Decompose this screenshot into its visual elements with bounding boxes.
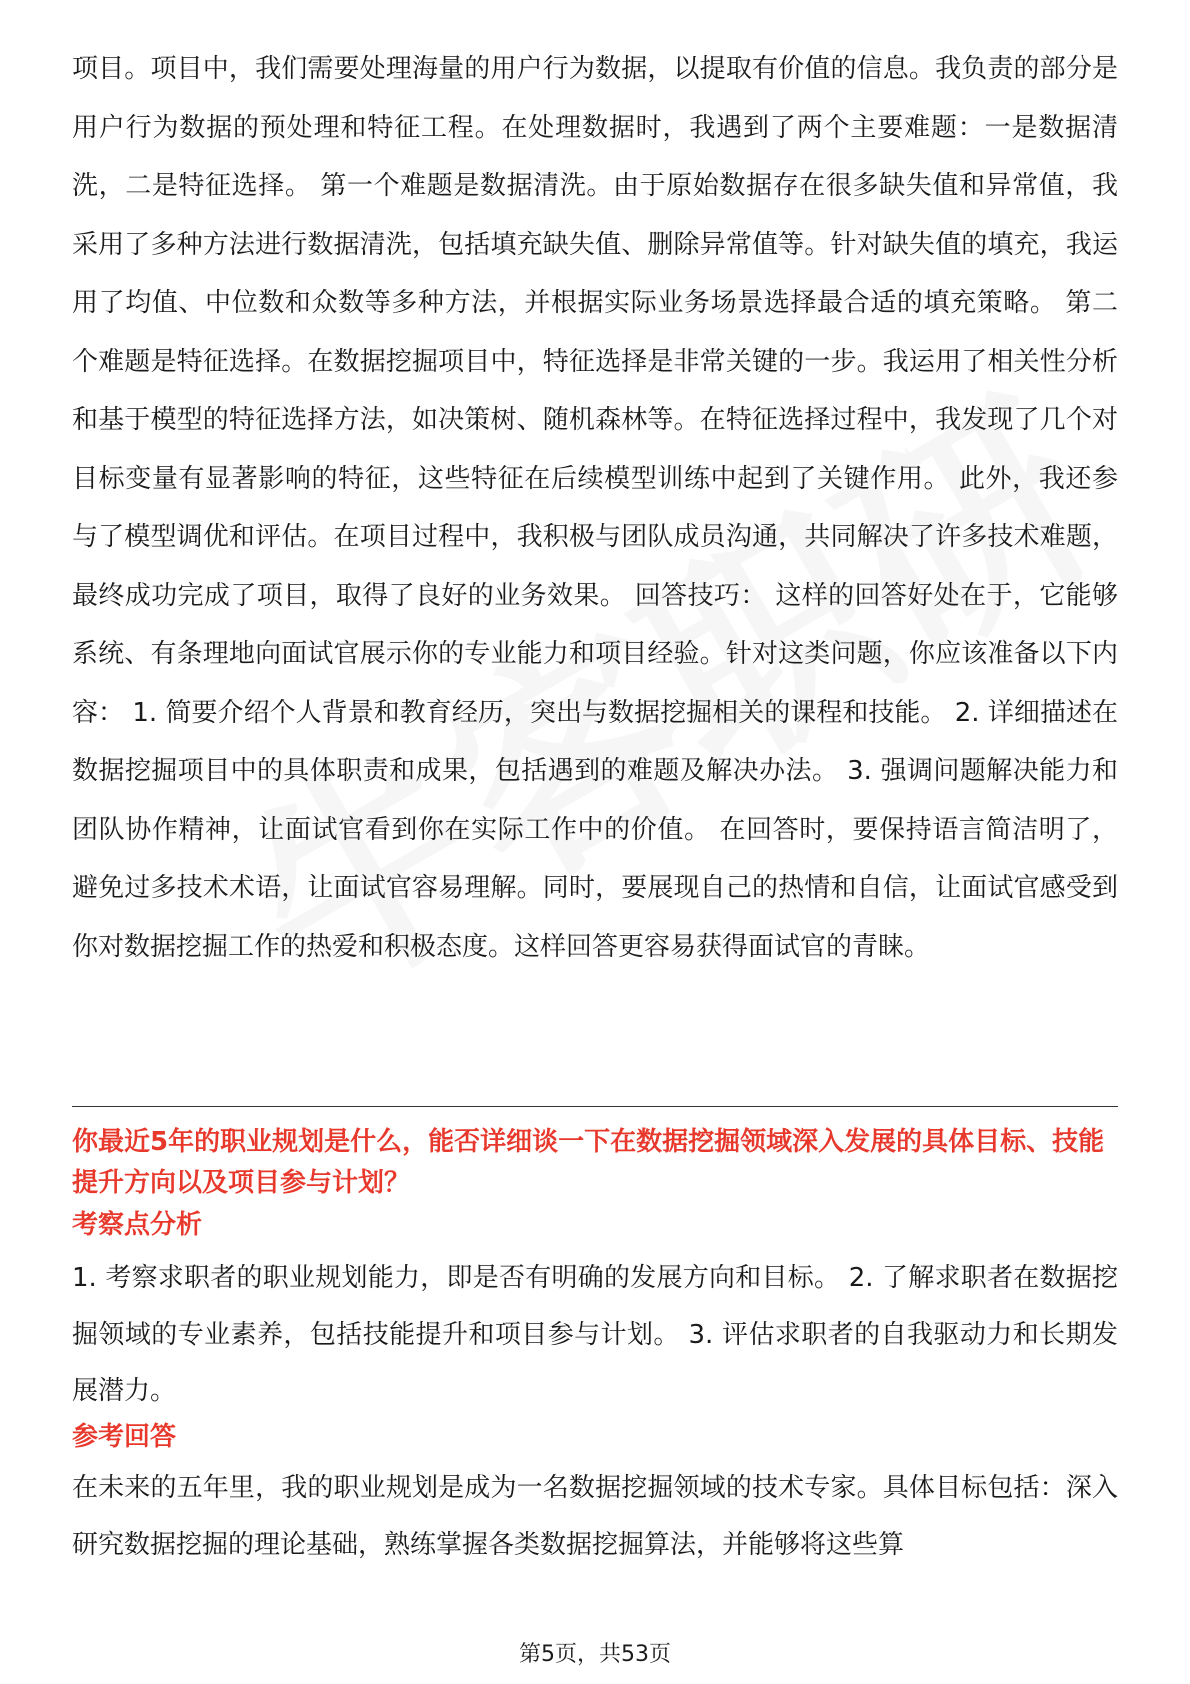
- section-divider: [72, 1106, 1118, 1107]
- continued-answer: [72, 40, 1118, 976]
- question-title: 你最近5年的职业规划是什么，能否详细谈一下在数据挖掘领域深入发展的具体目标、技能提升方向以及项目参与计划？: [72, 1127, 1105, 1198]
- analysis-text: 1. 考察求职者的职业规划能力，即是否有明确的发展方向和目标。 2. 了解求职者在数据挖掘领域的专业素养，包括技能提升和项目参与计划。 3. 评估求职者的自我驱动力和长期发展潜力。: [72, 1263, 1118, 1406]
- reference-text: 在未来的五年里，我的职业规划是成为一名数据挖掘领域的技术专家。具体目标包括：深入研究数据挖掘的理论基础，熟练掌握各类数据挖掘算法，并能够将这些算: [72, 1473, 1118, 1560]
- page-number: 第5页，共53页: [519, 1642, 671, 1667]
- reference-heading: 参考回答: [72, 1422, 177, 1452]
- analysis-heading: 考察点分析: [72, 1210, 203, 1240]
- answer-paragraph: 项目。项目中，我们需要处理海量的用户行为数据，以提取有价值的信息。我负责的部分是用户行为数据的预处理和特征工程。在处理数据时，我遇到了两个主要难题：一是数据清洗，二是特征选择。 第一个难题是数据清洗。由于原始数据存在很多缺失值和异常值，我采用了多种方法进行数据清洗，包括填充缺失值、删除异常值等。针对缺失值的填充，我运用了均值、中位数和众数等多种方法，并根据实际业务场景选择最合适的填充策略。 第二个难题是特征选择。在数据挖掘项目中，特征选择是非常关键的一步。我运用了相关性分析和基于模型的特征选择方法，如决策树、随机森林等。在特征选择过程中，我发现了几个对目标变量有显著影响的特征，这些特征在后续模型训练中起到了关键作用。 此外，我还参与了模型调优和评估。在项目过程中，我积极与团队成员沟通，共同解决了许多技术难题，最终成功完成了项目，取得了良好的业务效果。 回答技巧： 这样的回答好处在于，它能够系统、有条理地向面试官展示你的专业能力和项目经验。针对这类问题，你应该准备以下内容： 1. 简要介绍个人背景和教育经历，突出与数据挖掘相关的课程和技能。 2. 详细描述在数据挖掘项目中的具体职责和成果，包括遇到的难题及解决办法。 3. 强调问题解决能力和团队协作精神，让面试官看到你在实际工作中的价值。 在回答时，要保持语言简洁明了，避免过多技术术语，让面试官容易理解。同时，要展现自己的热情和自信，让面试官感受到你对数据挖掘工作的热爱和积极态度。这样回答更容易获得面试官的青睐。: [72, 54, 1118, 962]
